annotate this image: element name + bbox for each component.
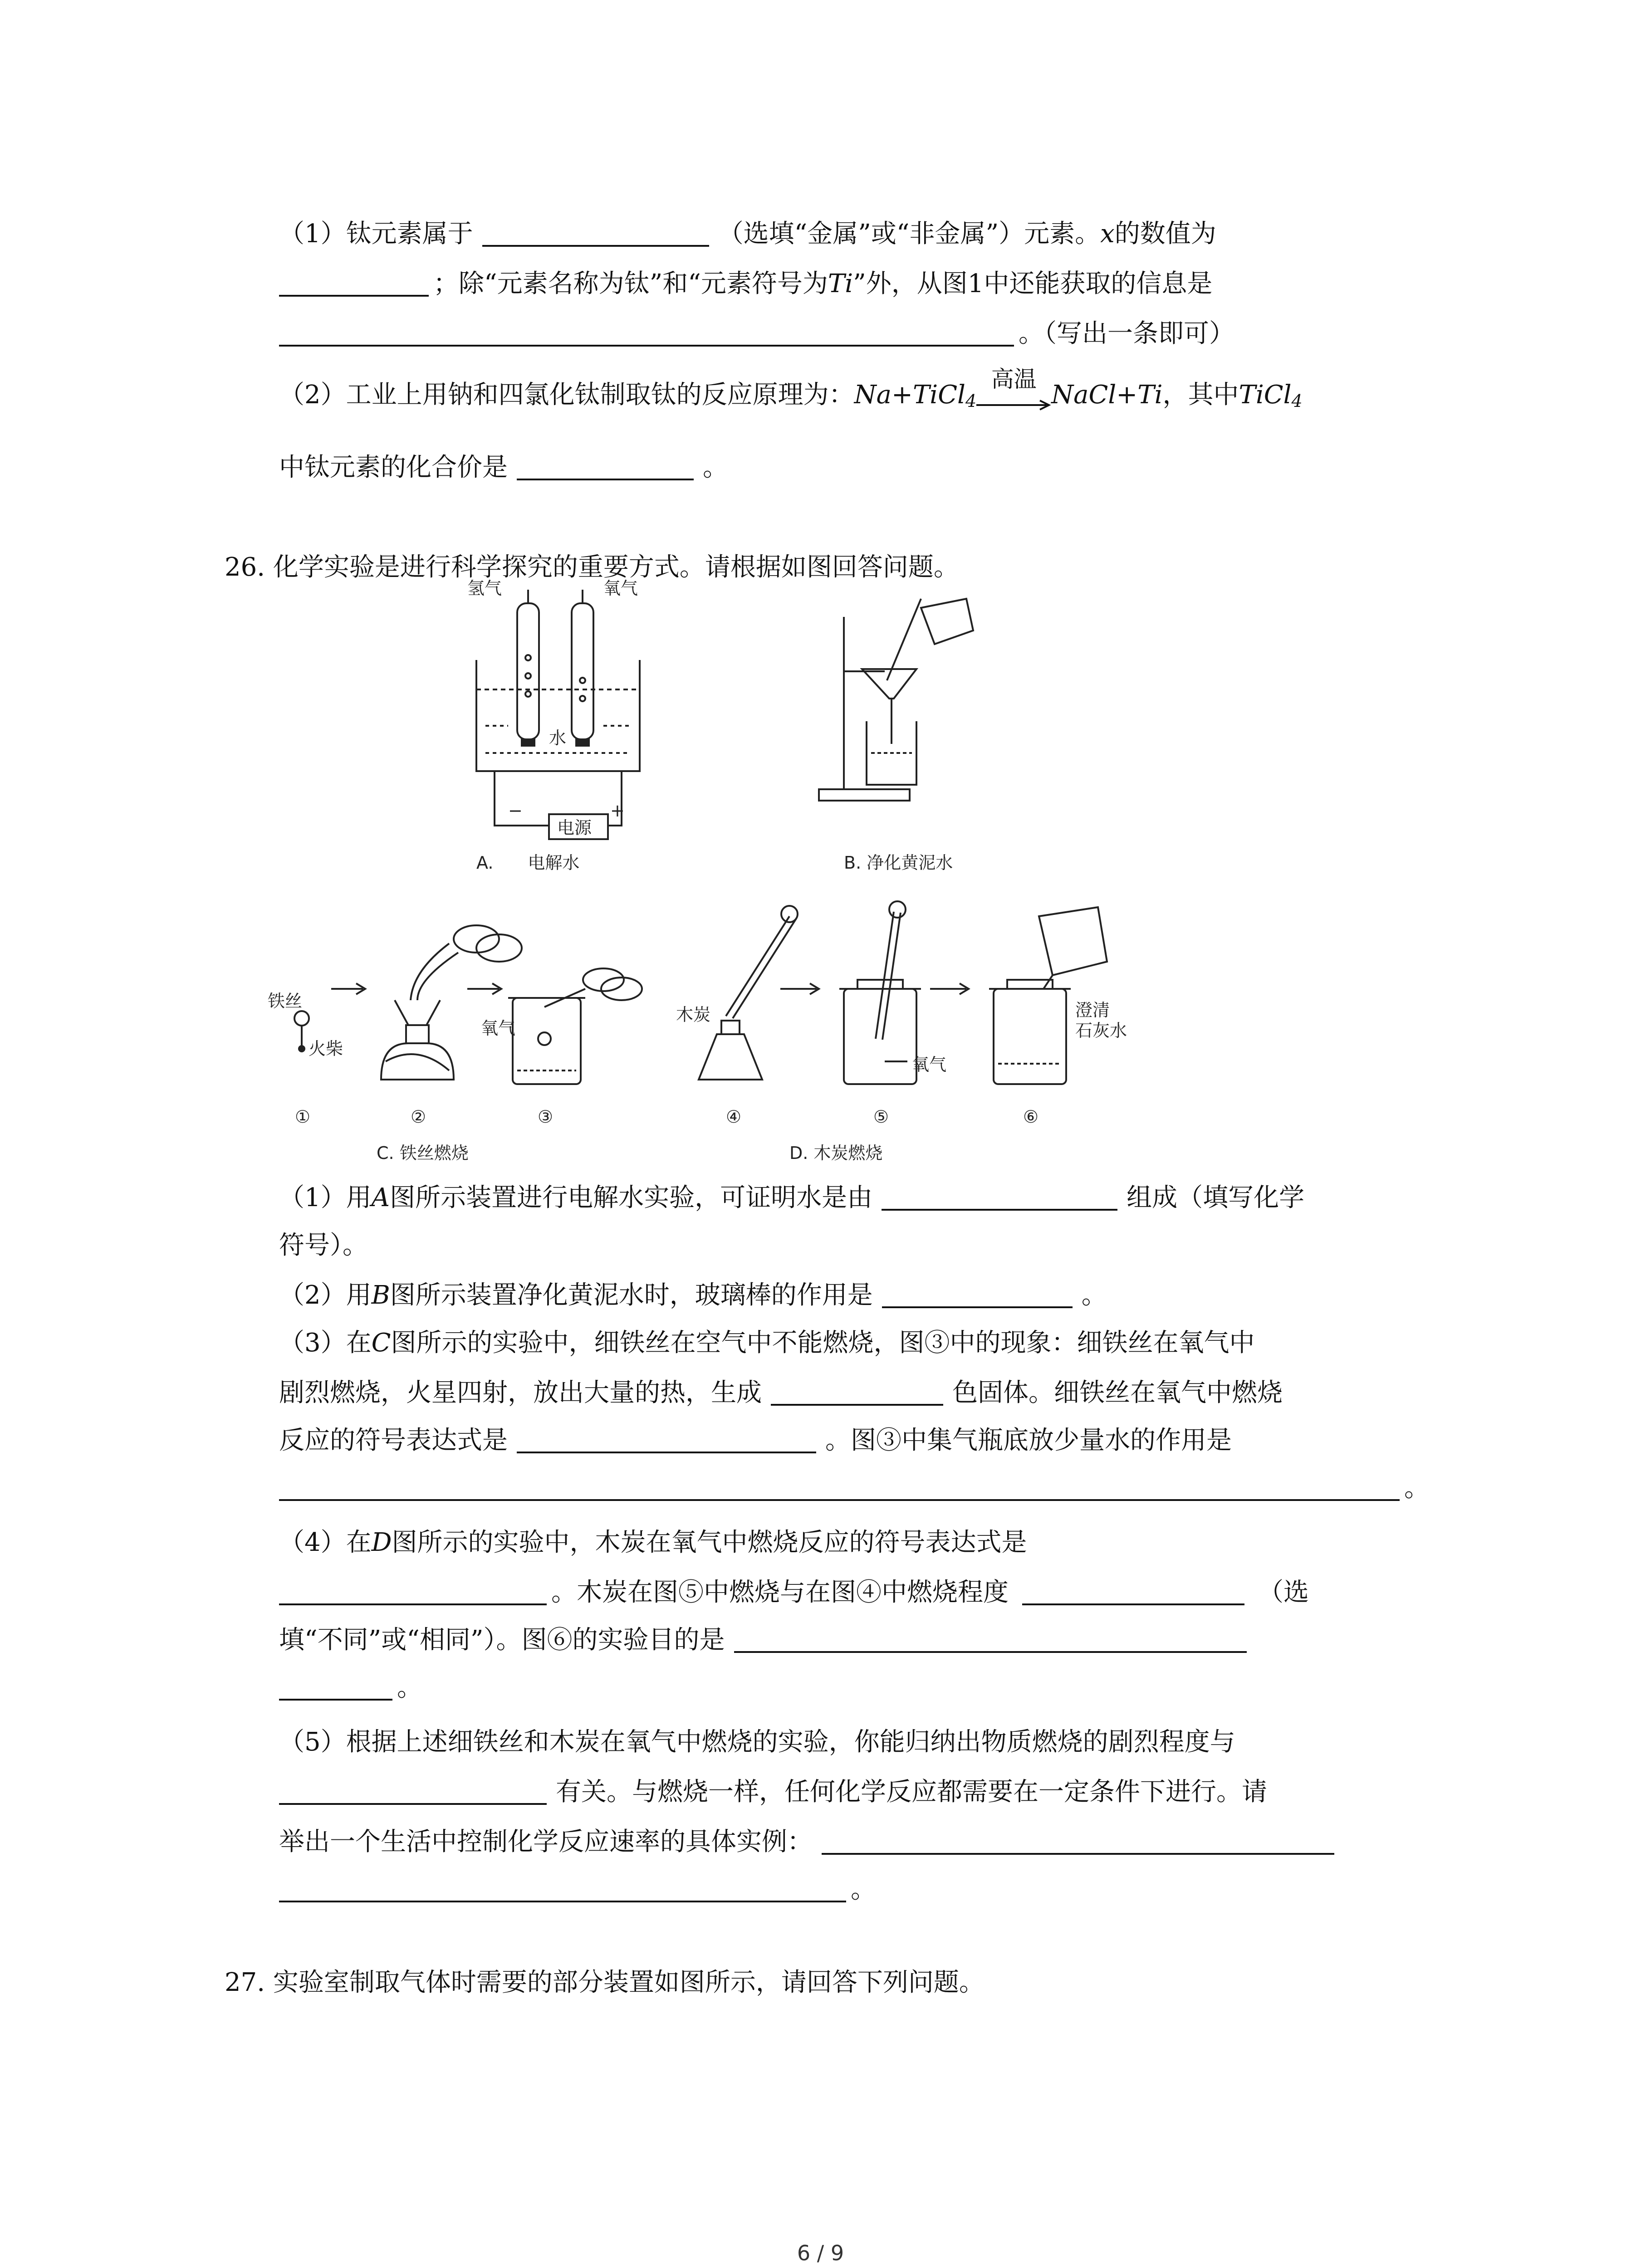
q26-line-7: 。	[279, 1472, 1430, 1505]
q26-line-1: （1）用A图所示装置进行电解水实验，可证明水是由 组成（填写化学	[279, 1183, 1305, 1212]
q27-title: 27. 实验室制取气体时需要的部分装置如图所示，请回答下列问题。	[225, 1968, 985, 1997]
label-charcoal: 木炭	[676, 1005, 711, 1025]
q25-line-2: ；除“元素名称为钛”和“元素符号为Ti”外，从图1中还能获取的信息是	[279, 268, 1212, 300]
q26-line-5: 剧烈燃烧，火星四射，放出大量的热，生成 色固体。细铁丝在氧气中燃烧	[279, 1378, 1283, 1408]
label-oxygen-c: 氧气	[481, 1018, 516, 1038]
q26-line-9: 。木炭在图⑤中燃烧与在图④中燃烧程度 （选	[279, 1576, 1309, 1609]
num-1: ①	[295, 1107, 311, 1127]
blank-iron-equation[interactable]	[517, 1426, 816, 1453]
page-number: 6 / 9	[797, 2241, 844, 2265]
label-plus: +	[610, 801, 625, 821]
label-limewater-2: 石灰水	[1075, 1021, 1127, 1041]
q26-line-13: 有关。与燃烧一样，任何化学反应都需要在一定条件下进行。请	[279, 1776, 1267, 1809]
label-figure-b: B. 净化黄泥水	[844, 853, 953, 873]
blank-valence[interactable]	[517, 453, 694, 480]
num-2: ②	[411, 1107, 426, 1127]
blank-water-composition[interactable]	[882, 1183, 1117, 1211]
blank-purpose-6-cont[interactable]	[279, 1673, 392, 1701]
num-3: ③	[538, 1107, 554, 1127]
label-minus: −	[508, 801, 523, 821]
q26-line-6: 反应的符号表达式是 。图③中集气瓶底放少量水的作用是	[279, 1426, 1232, 1455]
q25-line-4: （2）工业上用钠和四氯化钛制取钛的反应原理为：Na+TiCl$_4$ 高温 NaCl+Ti，其中TiCl$_4$	[279, 379, 1303, 417]
q26-line-2: 符号）。	[279, 1231, 368, 1260]
q26-line-10: 填“不同”或“相同”）。图⑥的实验目的是	[279, 1624, 1247, 1657]
blank-factor[interactable]	[279, 1778, 547, 1805]
label-match: 火柴	[309, 1039, 343, 1059]
blank-x-value[interactable]	[279, 269, 429, 297]
blank-example[interactable]	[822, 1828, 1334, 1855]
q26-line-4: （3）在C图所示的实验中，细铁丝在空气中不能燃烧，图③中的现象：细铁丝在氧气中	[279, 1328, 1255, 1358]
label-figure-d: D. 木炭燃烧	[789, 1143, 883, 1163]
num-6: ⑥	[1023, 1107, 1039, 1127]
q26-line-11: 。	[279, 1672, 422, 1704]
blank-solid-color[interactable]	[771, 1378, 943, 1406]
label-water: 水	[549, 728, 567, 748]
blank-purpose-6[interactable]	[734, 1626, 1247, 1653]
figure-c-iron	[294, 925, 642, 1084]
blank-metal-type[interactable]	[482, 220, 709, 247]
figure-d-charcoal	[699, 901, 1107, 1084]
num-5: ⑤	[873, 1107, 889, 1127]
num-4: ④	[726, 1107, 742, 1127]
label-iron-wire: 铁丝	[268, 991, 303, 1011]
figure-b-filtration	[819, 599, 973, 801]
q26-line-12: （5）根据上述细铁丝和木炭在氧气中燃烧的实验，你能归纳出物质燃烧的剧烈程度与	[279, 1727, 1235, 1757]
q26-line-15: 。	[279, 1873, 876, 1906]
blank-info[interactable]	[279, 319, 1014, 347]
q25-line-5: 中钛元素的化合价是 。	[279, 453, 728, 482]
label-oxygen-d: 氧气	[912, 1055, 947, 1075]
q25-line-3: 。（写出一条即可）	[279, 318, 1234, 350]
q26-line-14: 举出一个生活中控制化学反应速率的具体实例：	[279, 1826, 1334, 1858]
label-limewater-1: 澄清	[1075, 1000, 1110, 1020]
blank-carbon-equation[interactable]	[279, 1578, 547, 1605]
q26-line-3: （2）用B图所示装置净化黄泥水时，玻璃棒的作用是 。	[279, 1281, 1107, 1310]
arrow-icon	[976, 398, 1051, 412]
q25-line-1: （1）钛元素属于 （选填“金属”或“非金属”）元素。x的数值为	[279, 219, 1216, 249]
blank-glass-rod[interactable]	[882, 1281, 1073, 1308]
label-figure-a: A. 电解水	[476, 853, 580, 873]
label-figure-c: C. 铁丝燃烧	[377, 1143, 469, 1163]
experiment-figure	[254, 578, 1207, 1175]
label-hydrogen: 氢气	[467, 578, 502, 598]
blank-example-cont[interactable]	[279, 1875, 846, 1902]
q26-title: 26. 化学实验是进行科学探究的重要方式。请根据如图回答问题。	[225, 552, 959, 582]
blank-degree[interactable]	[1022, 1578, 1244, 1605]
label-oxygen: 氧气	[603, 578, 638, 598]
q26-line-8: （4）在D图所示的实验中，木炭在氧气中燃烧反应的符号表达式是	[279, 1528, 1027, 1557]
label-power: 电源	[557, 818, 592, 838]
reaction-arrow: 高温	[976, 385, 1051, 417]
blank-water-purpose[interactable]	[279, 1474, 1400, 1501]
